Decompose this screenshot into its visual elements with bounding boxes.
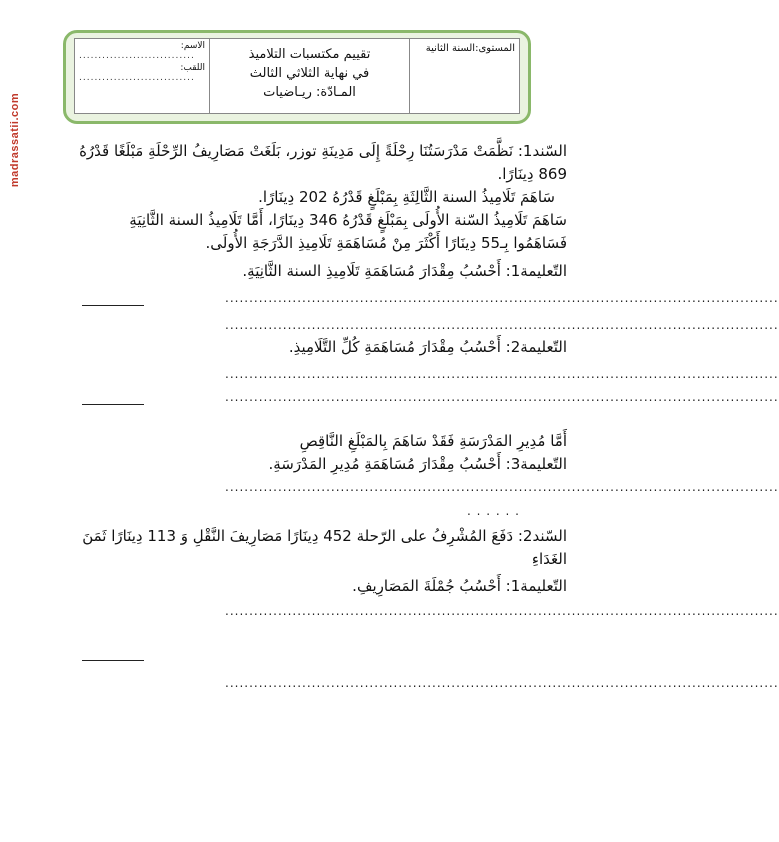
task4-instruction: التّعليمة1: أَحْسُبُ جُمْلَةَ المَصَارِيفِ. [352,577,567,595]
surname-label: اللقب: [180,63,205,73]
title-line-1: تقييم مكتسبات التلاميذ [248,47,371,62]
watermark [2,40,28,240]
header-frame [63,30,531,124]
doc2-line-2: الغَدَاءِ [531,550,567,568]
note-text: أَمَّا مُدِيرِ المَدْرَسَةِ فَقَدْ سَاهَمَ بِالمَبْلَغِ النَّاقِصِ [299,432,567,450]
answer-dots-short[interactable]: . . . . . . [467,504,520,518]
task1-instruction: التّعليمة1: أَحْسُبُ مِقْدَارَ مُسَاهَمَةِ تَلَامِيذِ السنة الثَّانِيَةِ. [242,262,567,280]
doc1-line-5: فَسَاهَمُوا بِـ55 دِينَارًا أَكْثَرَ مِنْ مُسَاهَمَةِ تَلَامِيذِ الدَّرَجَةِ الأُولَى. [205,234,567,252]
doc1-line-3: سَاهَمَ تَلَامِيذُ السنة الثَّالِثَةِ بِمَبْلَغٍ قَدْرُهُ 202 دِينَارًا. [258,188,555,206]
answer-dots-3[interactable]: ................................................................................................................... [225,367,779,381]
answer-dots-4[interactable]: ................................................................................................................... [225,390,779,404]
answer-line-task2[interactable] [82,404,144,405]
answer-dots-7[interactable]: ................................................................................................................... [225,676,779,690]
task3-instruction: التّعليمة3: أَحْسُبُ مِقْدَارَ مُسَاهَمَةِ مُدِيرِ المَدْرَسَةِ. [268,455,567,473]
doc1-line-2: 869 دِينَارًا. [497,165,567,183]
doc2-line-1: السّند2: دَفَعَ المُشْرِفُ على الرّحلة 452 دِينَارًا مَصَارِيفَ النَّقْلِ وَ 113 دِينَارًا ثَمَنَ [82,527,567,545]
name-label: الاسم: [180,41,205,51]
header-table [74,38,520,114]
answer-dots-5[interactable]: ................................................................................................................... [225,480,779,494]
level-text: المستوى:السنة الثانية [425,43,515,54]
title-cell [209,39,409,113]
answer-dots-1[interactable]: ................................................................................................................... [225,291,779,305]
watermark-text: madrassatii.com [9,92,21,188]
answer-dots-2[interactable]: ................................................................................................................... [225,318,779,332]
level-cell [409,39,519,113]
doc1-line-4: سَاهَمَ تَلَامِيذُ السّنة الأُولَى بِمَبْلَغٍ قَدْرُهُ 346 دِينَارًا، أَمَّا تَلَامِيذُ السنة الثَّانِيَةِ [129,211,567,229]
doc1-line-1: السّند1: نَظَّمَتْ مَدْرَسَتُنَا رِحْلَةً إِلَى مَدِينَةِ توزر، بَلَغَتْ مَصَارِيفُ الرِّحْلَةِ مَبْلَغًا قَدْرُهُ [79,142,567,160]
subject-line: المـادّة: ريـاضيات [263,85,356,100]
surname-field[interactable]: .............................. [79,73,195,83]
name-field[interactable]: .............................. [79,51,195,61]
task2-instruction: التّعليمة2: أَحْسُبُ مِقْدَارَ مُسَاهَمَةِ كُلِّ التَّلَامِيذِ. [288,338,567,356]
student-info-cell [75,39,209,113]
answer-line-task4[interactable] [82,660,144,661]
answer-dots-6[interactable]: ................................................................................................................... [225,604,779,618]
answer-line-task1[interactable] [82,305,144,306]
title-line-2: في نهاية الثلاثي الثالث [249,66,370,81]
